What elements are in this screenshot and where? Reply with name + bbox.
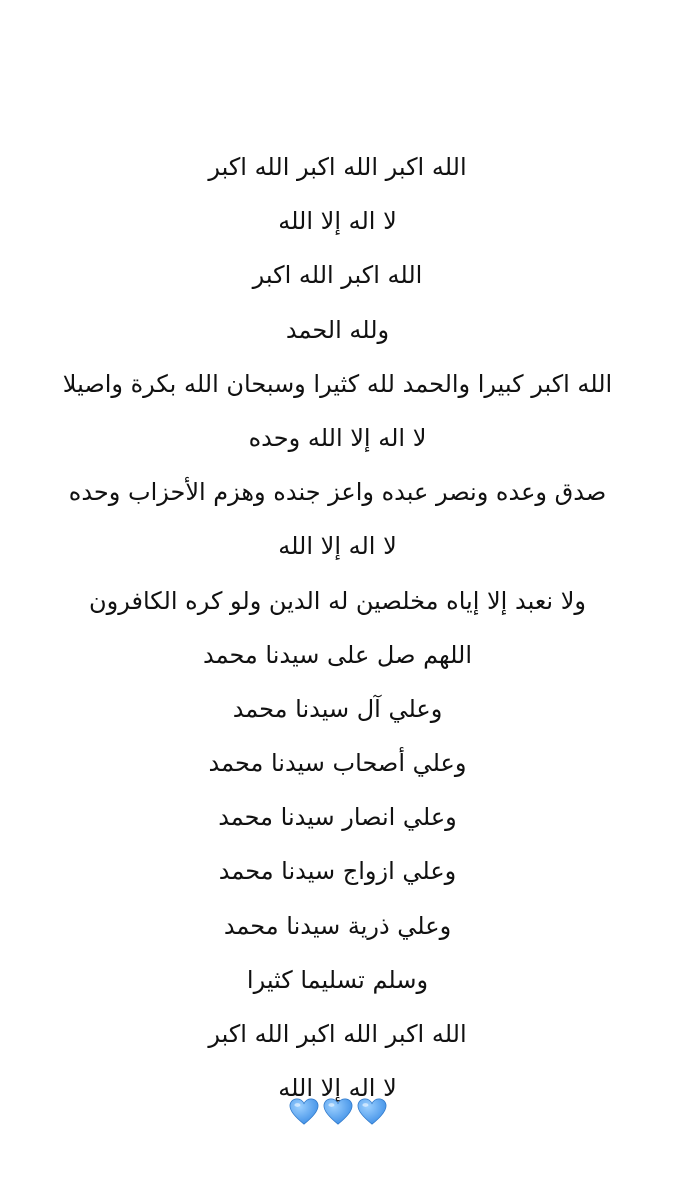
text-line: وعلي ازواج سيدنا محمد — [218, 857, 457, 886]
text-line: وسلم تسليما كثيرا — [246, 965, 429, 994]
text-line: وعلي أصحاب سيدنا محمد — [208, 749, 467, 778]
blue-heart-icon — [323, 1097, 353, 1127]
text-line: لا اله إلا الله وحده — [248, 423, 427, 452]
text-line: الله اكبر الله اكبر — [252, 261, 423, 290]
text-line: لا اله إلا الله — [278, 207, 397, 236]
text-line: ولا نعبد إلا إياه مخلصين له الدين ولو كره الكافرون — [89, 586, 586, 615]
text-line: الله اكبر الله اكبر الله اكبر — [208, 1020, 467, 1048]
text-line: الله اكبر كبيرا والحمد لله كثيرا وسبحان الله بكرة واصيلا — [62, 369, 613, 398]
text-line: لا اله إلا الله — [278, 1074, 397, 1103]
text-line: لا اله إلا الله — [278, 532, 397, 561]
blue-heart-icon — [289, 1097, 319, 1127]
text-line: صدق وعده ونصر عبده واعز جنده وهزم الأحزاب وحده — [68, 478, 607, 507]
text-line: الله اكبر الله اكبر الله اكبر — [208, 153, 467, 181]
text-line: اللهم صل على سيدنا محمد — [202, 640, 473, 669]
text-line: وعلي آل سيدنا محمد — [232, 694, 443, 723]
text-lines — [0, 140, 675, 1115]
blue-heart-icon — [357, 1097, 387, 1127]
heart-emoji-row — [0, 1090, 675, 1134]
text-line: ولله الحمد — [285, 315, 390, 344]
text-line: وعلي ذرية سيدنا محمد — [223, 911, 452, 940]
text-line: وعلي انصار سيدنا محمد — [218, 803, 457, 832]
